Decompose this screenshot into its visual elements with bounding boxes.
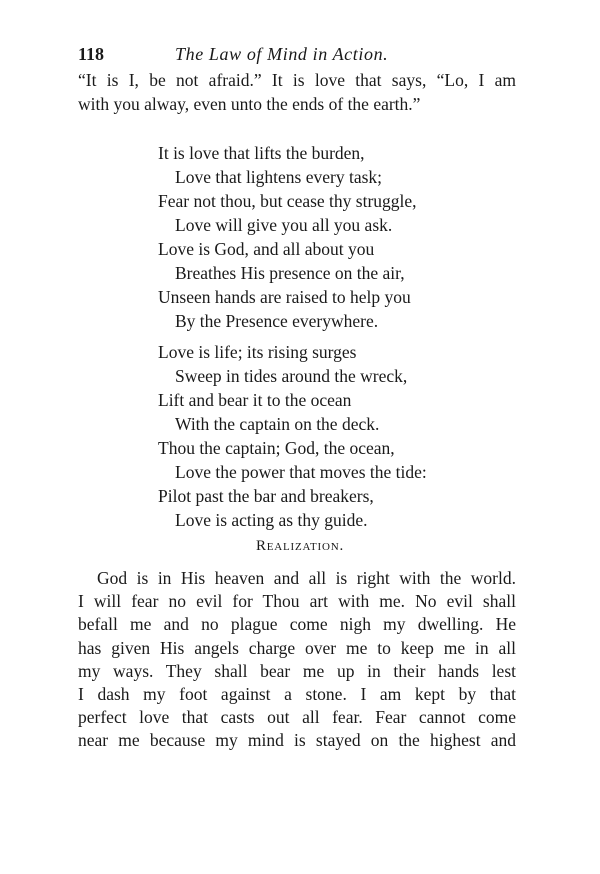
paragraph-line: has given His angels charge over me to keep me in all: [78, 638, 516, 658]
paragraph-line: I dash my foot against a stone. I am kept by that: [78, 684, 516, 704]
poem-line: It is love that lifts the burden,: [158, 143, 365, 163]
poem-line: Love that lightens every task;: [175, 167, 383, 187]
poem-line: Pilot past the bar and breakers,: [158, 486, 374, 506]
paragraph-line: perfect love that casts out all fear. Fear cannot come: [78, 707, 516, 727]
poem-line: Thou the captain; God, the ocean,: [158, 438, 395, 458]
poem-line: Lift and bear it to the ocean: [158, 390, 352, 410]
poem-line: Love is God, and all about you: [158, 239, 375, 259]
poem-line: With the captain on the deck.: [175, 414, 380, 434]
poem-line: Love will give you all you ask.: [175, 215, 393, 235]
paragraph-line: my ways. They shall bear me up in their hands lest: [78, 661, 516, 681]
poem-line: Unseen hands are raised to help you: [158, 287, 411, 307]
section-heading: Realization.: [255, 538, 345, 554]
poem-line: By the Presence everywhere.: [175, 311, 379, 331]
poem-line: Fear not thou, but cease thy struggle,: [158, 191, 417, 211]
poem-line: Love the power that moves the tide:: [175, 462, 427, 482]
paragraph-line: I will fear no evil for Thou art with me. No evil shall: [78, 591, 516, 611]
paragraph-line: near me because my mind is stayed on the highest and: [78, 730, 516, 750]
page-number: 118: [78, 44, 105, 64]
intro-line: with you alway, even unto the ends of the earth.”: [78, 94, 421, 114]
poem-line: Love is life; its rising surges: [158, 342, 357, 362]
intro-line: “It is I, be not afraid.” It is love that says, “Lo, I am: [78, 70, 516, 90]
paragraph-line: God is in His heaven and all is right with the world.: [97, 568, 516, 588]
poem-line: Breathes His presence on the air,: [175, 263, 405, 283]
running-title: The Law of Mind in Action.: [175, 44, 389, 64]
poem-line: Sweep in tides around the wreck,: [175, 366, 408, 386]
poem-line: Love is acting as thy guide.: [175, 510, 368, 530]
paragraph-line: befall me and no plague come nigh my dwelling. He: [78, 614, 516, 634]
